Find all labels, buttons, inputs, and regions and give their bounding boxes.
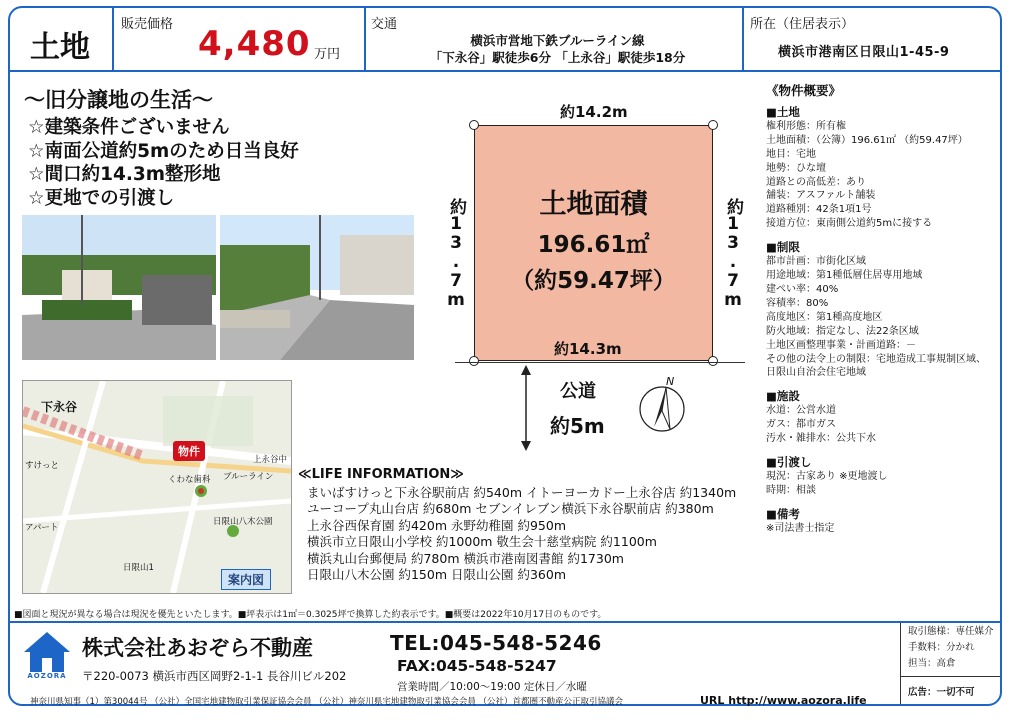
summary-line: 都市計画：市街化区域	[766, 256, 866, 268]
summary-heading-facility: ■施設	[766, 389, 800, 404]
header-sep-1	[112, 8, 114, 71]
north-label: N	[666, 375, 675, 388]
transport-label: 交通	[371, 17, 398, 32]
header-sep-2	[364, 8, 366, 71]
photo-street-1-image	[22, 215, 216, 360]
plot-corner	[708, 356, 718, 366]
life-info-line: 上永谷西保育園 約420m 永野幼稚園 約950m	[307, 517, 566, 533]
headline: ～旧分譲地の生活～	[24, 88, 213, 112]
photo-street-2-image	[220, 215, 414, 360]
location-label: 所在（住居表示）	[750, 17, 855, 32]
dim-bottom: 約14.3m	[554, 340, 622, 358]
deal-info	[908, 624, 994, 672]
north-arrow-icon	[636, 375, 688, 433]
header-divider	[10, 70, 1000, 72]
life-info-title: ≪LIFE INFORMATION≫	[298, 467, 464, 482]
summary-line: 土地面積：（公簿）196.61㎡ （約59.47坪）	[766, 134, 968, 146]
price-label: 販売価格	[121, 17, 174, 32]
summary-line: 土地区画整理事業・計画道路：－	[766, 339, 916, 351]
price-unit: 万円	[314, 47, 341, 62]
area-sqm: 196.61㎡	[537, 232, 650, 258]
summary-line: 現況：古家あり ※更地渡し	[766, 471, 888, 483]
transport-text	[385, 32, 730, 66]
summary-line: 接道方位：東南側公道約5mに接する	[766, 218, 933, 230]
summary-heading-remarks: ■備考	[766, 506, 800, 521]
company-address: 〒220-0073 横浜市西区岡野2-1-1 長谷川ビル202	[82, 669, 347, 683]
area-title: 土地面積	[539, 189, 648, 220]
location-map[interactable]	[22, 380, 292, 594]
road-width: 約5m	[550, 414, 605, 438]
plot-corner	[469, 120, 479, 130]
dim-right: 約13.7m	[723, 198, 743, 309]
area-tsubo: （約59.47坪）	[511, 268, 676, 294]
fee-info: 手数料：分かれ	[908, 642, 975, 653]
property-tag: 物件	[173, 441, 205, 461]
business-hours: 営業時間／10:00～19:00 定休日／水曜	[397, 681, 587, 693]
feature-list	[28, 116, 299, 210]
summary-line: 高度地区：第1種高度地区	[766, 311, 883, 323]
side-box-divider	[901, 676, 1000, 677]
dim-top: 約14.2m	[560, 103, 628, 121]
summary-line: ※司法書士指定	[766, 522, 835, 534]
summary-line: 道路との高低差：あり	[766, 176, 866, 188]
plot-corner	[708, 120, 718, 130]
summary-line: 舗装：アスファルト舗装	[766, 190, 876, 202]
summary-line: 建ぺい率：40%	[766, 283, 839, 295]
property-type: 土地	[30, 30, 90, 65]
summary-line: 地勢：ひな壇	[766, 162, 826, 174]
dim-left: 約13.7m	[446, 198, 466, 309]
map-label: くわな歯科	[168, 475, 211, 485]
deal-type: 取引態様：専任媒介	[908, 626, 994, 637]
company-logo-icon	[20, 628, 74, 680]
summary-line: 汚水・雑排水：公共下水	[766, 433, 876, 445]
feature-item: ☆更地での引渡し	[28, 187, 175, 209]
map-label: すけっと	[25, 461, 60, 471]
guide-map-label: 案内図	[221, 569, 271, 590]
transport-line-2: 「下永谷」駅徒歩6分 「上永谷」駅徒歩18分	[429, 50, 686, 65]
summary-title: 《物件概要》	[766, 83, 842, 98]
plot-corner	[469, 356, 479, 366]
life-info-line: 日限山八木公園 約150m 日限山公園 約360m	[307, 567, 566, 583]
transport-line-1: 横浜市営地下鉄ブルーライン線	[470, 33, 645, 48]
map-station: 下永谷	[41, 400, 78, 414]
map-label: 日限山八木公園	[213, 517, 273, 527]
logo-text: AOZORA	[27, 672, 67, 680]
life-info-list	[307, 485, 736, 583]
disclaimer-note: ■図面と現況が異なる場合は現況を優先といたします。■坪表示は1㎡＝0.3025坪で換算した約表示です。■概要は2022年10月17日のものです。	[14, 610, 607, 620]
summary-line: 日限山自治会住宅地域	[766, 367, 866, 379]
staff-info: 担当：高倉	[908, 658, 956, 669]
road-line	[455, 362, 745, 363]
summary-line: 用途地域：第1種低層住居専用地域	[766, 270, 923, 282]
side-box-border	[900, 623, 901, 704]
summary-heading-limit: ■制限	[766, 240, 800, 255]
photo-street-1	[22, 215, 216, 360]
summary-line: 道路種別：42条1項1号	[766, 204, 872, 216]
summary-line: 時期：相談	[766, 484, 816, 496]
summary-line: 地目：宅地	[766, 148, 816, 160]
road-width-arrow	[519, 365, 533, 451]
company-tel[interactable]: TEL:045-548-5246	[390, 631, 602, 655]
life-info-line: 横浜市立日限山小学校 約1000m 敬生会十慈堂病院 約1100m	[307, 534, 657, 550]
summary-heading-land: ■土地	[766, 104, 800, 119]
license-text: 神奈川県知事（1）第30044号 （公社）全国宅地建物取引業保証協会会員 （公社）神奈川県宅地建物取引業協会会員 （公社）首都圏不動産公正取引協議会	[30, 697, 624, 707]
map-label: 日限山1	[123, 563, 154, 573]
map-label: 上永谷中	[253, 455, 288, 465]
company-url[interactable]: URL http://www.aozora.life	[700, 694, 867, 707]
summary-line: ガス：都市ガス	[766, 419, 836, 431]
company-name: 株式会社あおぞら不動産	[82, 636, 313, 660]
life-info-line: まいばすけっと下永谷駅前店 約540m イトーヨーカドー上永谷店 約1340m	[307, 485, 737, 500]
summary-line: 防火地域：指定なし、法22条区域	[766, 325, 919, 337]
header-sep-3	[742, 8, 744, 71]
map-label: ブルーライン	[223, 472, 274, 482]
footer-divider	[10, 621, 1000, 623]
summary-line: その他の法令上の制限：宅地造成工事規制区域、	[766, 353, 986, 365]
summary-heading-handover: ■引渡し	[766, 455, 812, 470]
feature-item: ☆建築条件ございません	[28, 117, 230, 138]
price-value: 4,480	[198, 24, 311, 64]
road-label: 公道	[560, 381, 596, 402]
feature-item: ☆南面公道約5mのため日当良好	[28, 140, 299, 162]
summary-line: 権利形態：所有権	[766, 120, 846, 132]
property-summary	[766, 84, 996, 536]
feature-item: ☆間口約14.3m整形地	[28, 164, 221, 185]
photo-street-2	[220, 215, 414, 360]
location-value: 横浜市港南区日限山1-45-9	[778, 45, 950, 60]
life-info-line: 横浜丸山台郵便局 約780m 横浜市港南図書館 約1730m	[307, 550, 624, 566]
summary-line: 容積率：80%	[766, 297, 829, 309]
map-label: アパート	[25, 523, 59, 533]
ad-restriction: 広告：一切不可	[908, 687, 975, 698]
summary-line: 水道：公営水道	[766, 405, 836, 417]
life-info-line: ユーコープ丸山台店 約680m セブンイレブン横浜下永谷駅前店 約380m	[307, 501, 714, 517]
company-fax: FAX:045-548-5247	[397, 657, 557, 675]
